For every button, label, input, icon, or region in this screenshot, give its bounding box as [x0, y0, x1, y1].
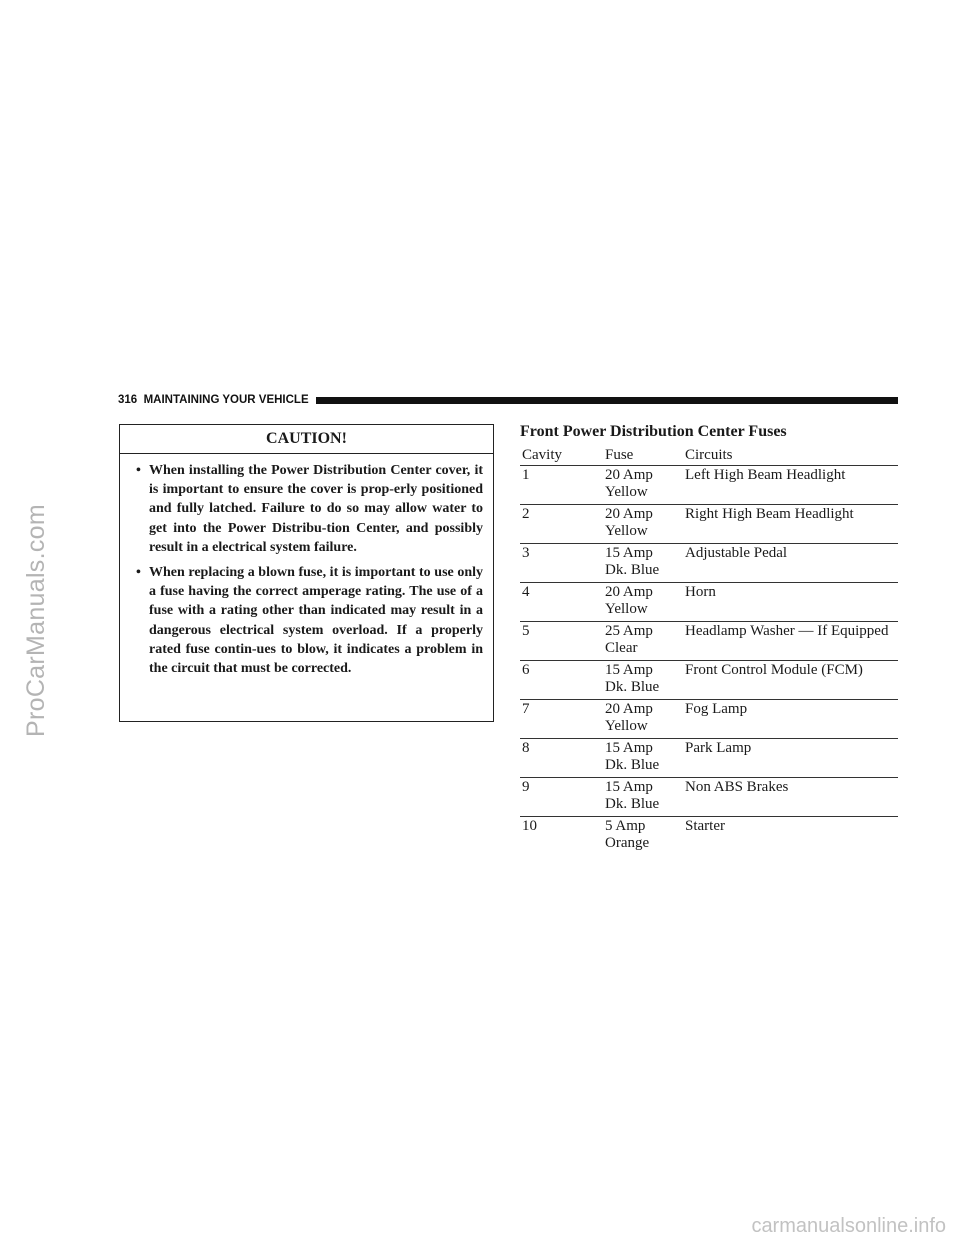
bullet-icon: • — [136, 463, 141, 478]
fuse-amperage: 25 Amp — [605, 623, 653, 639]
cell-circuit: Right High Beam Headlight — [685, 505, 898, 544]
fuse-color: Clear — [605, 639, 638, 656]
fuse-color: Dk. Blue — [605, 561, 660, 578]
fuse-amperage: 20 Amp — [605, 467, 653, 483]
fuse-amperage: 20 Amp — [605, 584, 653, 600]
table-row — [520, 544, 898, 583]
table-row — [520, 739, 898, 778]
column-header-fuse: Fuse — [605, 446, 685, 466]
table-row — [520, 583, 898, 622]
cell-circuit: Starter — [685, 818, 725, 834]
table-row — [520, 817, 898, 856]
fuse-color: Yellow — [605, 600, 648, 617]
fuse-amperage: 15 Amp — [605, 662, 653, 678]
watermark-procarmanuals — [6, 430, 66, 810]
fuse-amperage: 20 Amp — [605, 701, 653, 717]
cell-cavity: 1 — [520, 466, 605, 505]
cell-fuse — [605, 739, 685, 778]
table-row — [520, 700, 898, 739]
cell-cavity: 8 — [520, 739, 605, 778]
cell-cavity: 2 — [520, 505, 605, 544]
fuse-table — [520, 446, 898, 855]
fuse-amperage: 15 Amp — [605, 779, 653, 795]
cell-cavity: 3 — [520, 544, 605, 583]
page-header — [118, 392, 898, 408]
cell-fuse — [605, 466, 685, 505]
cell-circuit: Fog Lamp — [685, 700, 898, 739]
cell-cavity: 4 — [520, 583, 605, 622]
cell-circuit: Adjustable Pedal — [685, 544, 898, 583]
fuse-amperage: 15 Amp — [605, 740, 653, 756]
caution-list — [120, 454, 493, 678]
caution-item — [136, 563, 483, 678]
table-row — [520, 505, 898, 544]
page-number: 316 — [118, 394, 138, 406]
table-row — [520, 622, 898, 661]
fuse-color: Dk. Blue — [605, 795, 660, 812]
table-row — [520, 466, 898, 505]
cell-circuit: Front Control Module (FCM) — [685, 661, 898, 700]
table-row — [520, 778, 898, 817]
column-header-circuits: Circuits — [685, 446, 898, 466]
fuse-color: Dk. Blue — [605, 678, 660, 695]
watermark-carmanualsonline: carmanualsonline.info — [751, 1215, 946, 1237]
fuse-table-title: Front Power Distribution Center Fuses — [520, 423, 787, 440]
cell-cavity: 7 — [520, 700, 605, 739]
cell-fuse — [605, 661, 685, 700]
section-title: MAINTAINING YOUR VEHICLE — [143, 394, 309, 406]
fuse-section — [520, 422, 898, 855]
cell-cavity: 9 — [520, 778, 605, 817]
cell-circuit: Horn — [685, 583, 898, 622]
column-header-cavity: Cavity — [520, 446, 605, 466]
cell-fuse — [605, 778, 685, 817]
cell-cavity: 10 — [522, 818, 537, 834]
cell-fuse — [605, 544, 685, 583]
fuse-color: Dk. Blue — [605, 756, 660, 773]
page-header-text — [118, 394, 309, 406]
cell-circuit: Left High Beam Headlight — [685, 466, 898, 505]
fuse-color: Orange — [605, 834, 650, 851]
caution-title: CAUTION! — [120, 425, 493, 454]
header-rule — [316, 397, 898, 404]
caution-item — [136, 461, 483, 557]
cell-fuse — [605, 700, 685, 739]
cell-cavity: 6 — [520, 661, 605, 700]
fuse-amperage: 20 Amp — [605, 506, 653, 522]
cell-fuse — [605, 622, 685, 661]
caution-item-text: When installing the Power Distribution Center cover, it is important to ensure the cover is prop-erly positioned and fully latched. Failure to do so may allow water to get into the Power Distribu-tion Center, and possibly result in a electrical system failure. — [149, 463, 483, 555]
fuse-color: Yellow — [605, 717, 648, 734]
cell-circuit: Park Lamp — [685, 739, 898, 778]
fuse-amperage: 15 Amp — [605, 545, 653, 561]
cell-fuse — [605, 817, 685, 856]
bullet-icon: • — [136, 565, 141, 581]
table-row — [520, 661, 898, 700]
caution-box — [119, 424, 494, 722]
fuse-color: Yellow — [605, 522, 648, 539]
caution-item-text: When replacing a blown fuse, it is important to use only a fuse having the correct amperage rating. The use of a fuse with a rating other than indicated may result in a dangerous electrical system overload. If a properly rated fuse contin-ues to blow, it indicates a problem in the circuit that must be corrected. — [149, 565, 483, 677]
fuse-amperage: 5 Amp — [605, 818, 646, 834]
watermark-left-text: ProCarManuals.com — [21, 503, 50, 737]
table-header-row — [520, 446, 898, 466]
cell-fuse — [605, 583, 685, 622]
fuse-color: Yellow — [605, 483, 648, 500]
cell-cavity: 5 — [520, 622, 605, 661]
fuse-table-body — [520, 466, 898, 856]
cell-fuse — [605, 505, 685, 544]
cell-circuit: Non ABS Brakes — [685, 778, 898, 817]
cell-circuit: Headlamp Washer — If Equipped — [685, 622, 898, 661]
